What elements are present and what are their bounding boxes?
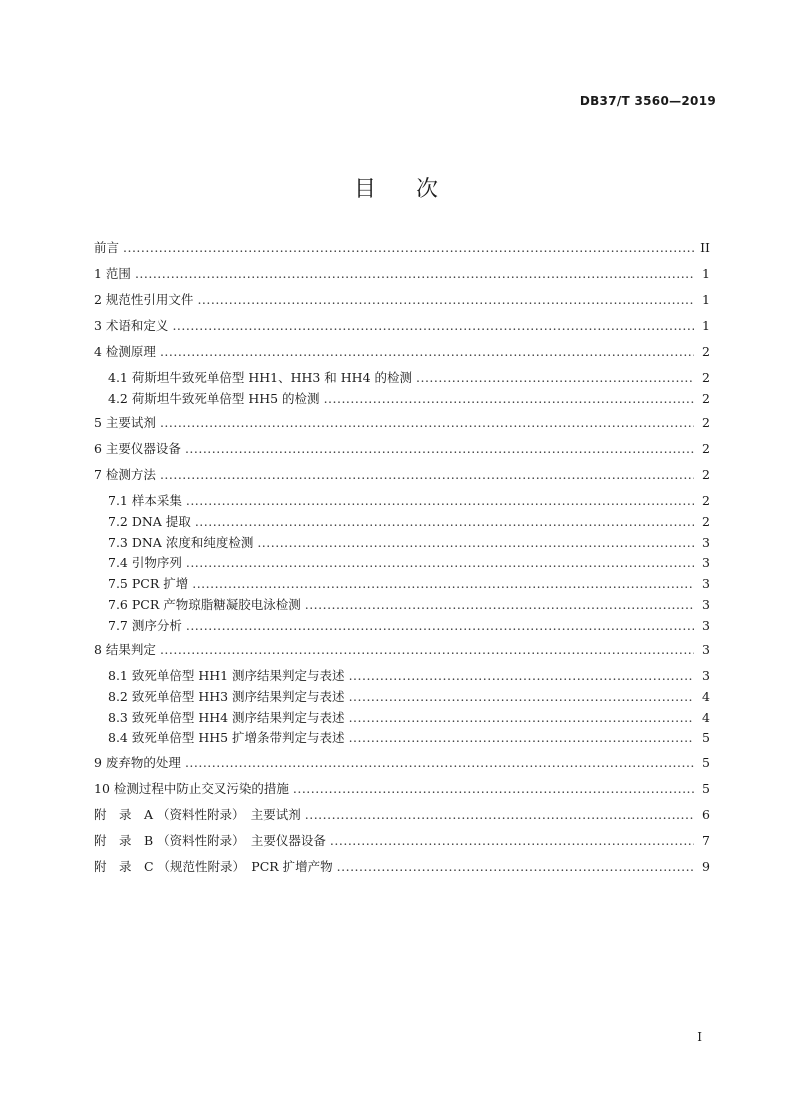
toc-leader-dots xyxy=(185,753,694,773)
toc-entry-label: 7.1 样本采集 xyxy=(108,493,182,509)
toc-entry-label: 8 结果判定 xyxy=(94,642,156,658)
toc-entry-page: 5 xyxy=(702,780,710,796)
toc-entry-page: II xyxy=(700,240,710,255)
toc-entry-page: 3 xyxy=(702,668,710,684)
toc-leader-dots xyxy=(337,857,694,877)
toc-entry-label: 7.7 测序分析 xyxy=(108,617,182,633)
toc-entry-label: 附 录 A （资料性附录） 主要试剂 xyxy=(94,806,301,822)
toc-leader-dots xyxy=(324,389,694,409)
toc-entry[interactable] xyxy=(94,753,710,779)
toc-entry-label: 7.3 DNA 浓度和纯度检测 xyxy=(108,534,254,550)
toc-leader-dots xyxy=(185,439,694,459)
toc-entry[interactable] xyxy=(94,342,710,368)
toc-entry-page: 2 xyxy=(702,370,710,385)
toc-entry-page: 4 xyxy=(702,709,710,725)
toc-entry[interactable] xyxy=(94,491,710,512)
table-of-contents xyxy=(94,238,710,883)
toc-leader-dots xyxy=(197,290,694,310)
toc-leader-dots xyxy=(416,368,694,388)
toc-entry-page: 2 xyxy=(702,390,710,406)
toc-entry[interactable] xyxy=(94,512,710,533)
toc-entry[interactable] xyxy=(94,465,710,491)
toc-entry-page: 2 xyxy=(702,441,710,457)
toc-entry-page: 2 xyxy=(702,415,710,431)
toc-leader-dots xyxy=(349,708,694,728)
toc-leader-dots xyxy=(195,512,694,532)
toc-entry-label: 4 检测原理 xyxy=(94,344,156,359)
toc-entry[interactable] xyxy=(94,640,710,666)
toc-entry-label: 4.2 荷斯坦牛致死单倍型 HH5 的检测 xyxy=(108,390,320,406)
toc-entry-page: 9 xyxy=(702,858,710,874)
toc-entry-label: 前言 xyxy=(94,240,120,255)
toc-leader-dots xyxy=(349,728,694,748)
toc-leader-dots xyxy=(349,666,694,686)
toc-entry-label: 附 录 C （规范性附录） PCR 扩增产物 xyxy=(94,858,333,874)
toc-entry[interactable] xyxy=(94,238,710,264)
toc-leader-dots xyxy=(160,413,694,433)
toc-entry-label: 附 录 B （资料性附录） 主要仪器设备 xyxy=(94,832,326,848)
toc-entry[interactable] xyxy=(94,316,710,342)
toc-entry-label: 7.5 PCR 扩增 xyxy=(108,576,189,592)
toc-entry-label: 8.4 致死单倍型 HH5 扩增条带判定与表述 xyxy=(108,730,345,746)
title-char-2: 次 xyxy=(416,177,439,202)
toc-entry-page: 3 xyxy=(702,642,710,658)
toc-leader-dots xyxy=(349,687,694,707)
toc-leader-dots xyxy=(305,805,694,825)
toc-leader-dots xyxy=(192,574,694,594)
toc-leader-dots xyxy=(186,616,694,636)
toc-leader-dots xyxy=(330,831,694,851)
toc-entry[interactable] xyxy=(94,264,710,290)
toc-leader-dots xyxy=(186,491,694,511)
toc-leader-dots xyxy=(135,264,694,284)
toc-entry[interactable] xyxy=(94,857,710,883)
toc-entry[interactable] xyxy=(94,805,710,831)
toc-leader-dots xyxy=(257,533,694,553)
toc-entry-label: 8.2 致死单倍型 HH3 测序结果判定与表述 xyxy=(108,688,345,704)
toc-leader-dots xyxy=(123,238,694,258)
toc-entry[interactable] xyxy=(94,616,710,637)
toc-entry-label: 7.6 PCR 产物琼脂糖凝胶电泳检测 xyxy=(108,596,301,612)
toc-entry-label: 7.2 DNA 提取 xyxy=(108,514,191,530)
toc-entry-label: 7.4 引物序列 xyxy=(108,555,182,571)
toc-entry-page: 3 xyxy=(702,617,710,633)
toc-entry[interactable] xyxy=(94,708,710,729)
toc-entry[interactable] xyxy=(94,290,710,316)
toc-entry-page: 3 xyxy=(702,576,710,592)
toc-entry-page: 7 xyxy=(702,832,710,848)
toc-entry-label: 4.1 荷斯坦牛致死单倍型 HH1、HH3 和 HH4 的检测 xyxy=(108,370,413,385)
toc-entry[interactable] xyxy=(94,553,710,574)
page-title xyxy=(0,172,792,203)
toc-entry-label: 8.3 致死单倍型 HH4 测序结果判定与表述 xyxy=(108,709,345,725)
toc-leader-dots xyxy=(160,640,694,660)
toc-entry-page: 2 xyxy=(702,467,710,483)
toc-entry-label: 9 废弃物的处理 xyxy=(94,754,181,770)
toc-entry-label: 6 主要仪器设备 xyxy=(94,441,181,457)
toc-entry[interactable] xyxy=(94,368,710,389)
toc-entry[interactable] xyxy=(94,533,710,554)
toc-entry-label: 3 术语和定义 xyxy=(94,318,169,333)
toc-entry-page: 5 xyxy=(702,754,710,770)
toc-entry-label: 1 范围 xyxy=(94,266,131,281)
toc-entry-label: 7 检测方法 xyxy=(94,467,156,483)
toc-entry-page: 3 xyxy=(702,534,710,550)
toc-entry-label: 8.1 致死单倍型 HH1 测序结果判定与表述 xyxy=(108,668,345,684)
toc-entry-page: 3 xyxy=(702,555,710,571)
toc-entry[interactable] xyxy=(94,389,710,410)
toc-entry[interactable] xyxy=(94,831,710,857)
toc-entry-page: 3 xyxy=(702,596,710,612)
toc-entry-page: 5 xyxy=(702,730,710,746)
standard-code: DB37/T 3560—2019 xyxy=(579,94,716,108)
toc-entry-label: 10 检测过程中防止交叉污染的措施 xyxy=(94,780,289,796)
toc-entry[interactable] xyxy=(94,666,710,687)
toc-entry[interactable] xyxy=(94,687,710,708)
toc-entry[interactable] xyxy=(94,439,710,465)
toc-entry-page: 2 xyxy=(702,514,710,530)
toc-entry-page: 1 xyxy=(702,318,710,333)
toc-entry-page: 1 xyxy=(702,266,710,281)
toc-entry-page: 6 xyxy=(702,806,710,822)
toc-entry-label: 5 主要试剂 xyxy=(94,415,156,431)
toc-leader-dots xyxy=(305,595,694,615)
toc-entry-label: 2 规范性引用文件 xyxy=(94,292,194,307)
toc-leader-dots xyxy=(160,342,694,362)
toc-entry[interactable] xyxy=(94,595,710,616)
title-char-1: 目 xyxy=(353,177,376,202)
toc-entry[interactable] xyxy=(94,574,710,595)
toc-entry-page: 2 xyxy=(702,493,710,509)
toc-entry-page: 1 xyxy=(702,292,710,307)
toc-entry[interactable] xyxy=(94,779,710,805)
toc-entry-page: 4 xyxy=(702,688,710,704)
toc-entry-page: 2 xyxy=(702,344,710,359)
toc-entry[interactable] xyxy=(94,413,710,439)
toc-leader-dots xyxy=(186,553,694,573)
footer-page-number: I xyxy=(697,1030,702,1044)
toc-leader-dots xyxy=(293,779,694,799)
toc-leader-dots xyxy=(172,316,694,336)
toc-entry[interactable] xyxy=(94,728,710,749)
toc-leader-dots xyxy=(160,465,694,485)
